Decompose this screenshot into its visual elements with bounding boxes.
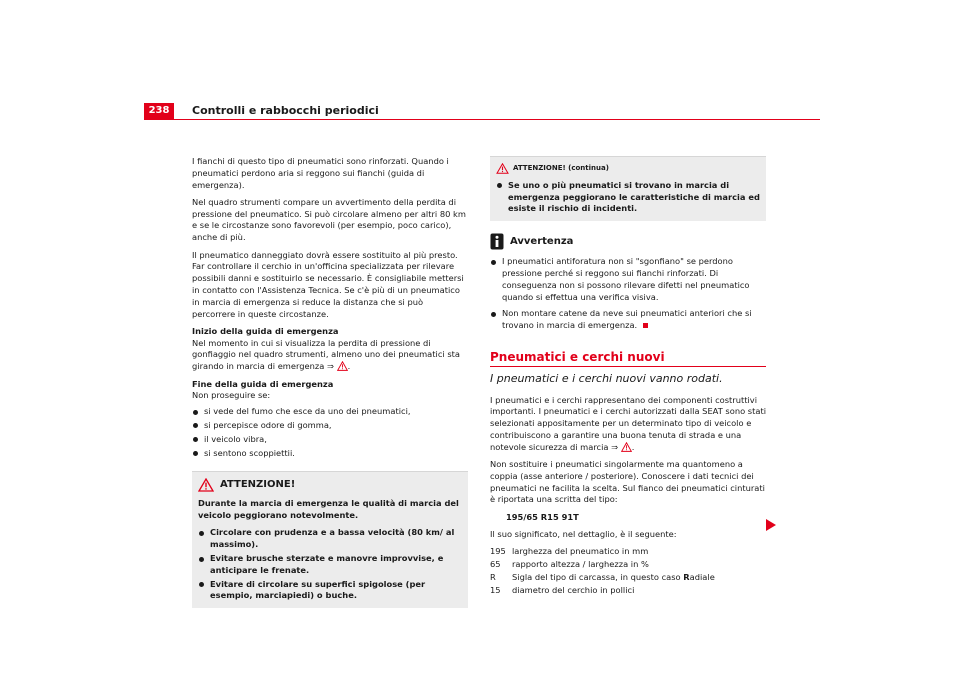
paragraph: I pneumatici e i cerchi rappresentano dei componenti costruttivi importanti. I pneumatici e i cerchi autorizzati dalla SEAT sono stati selezionati appositamente per un determinato tipo di veicolo e contribuiscono a garantire una buona tenuta di strada e una notevole sicurezza di marcia ⇒ . — [490, 394, 767, 452]
warning-triangle-icon — [198, 478, 214, 492]
tire-code: 195/65 R15 91T — [506, 511, 579, 522]
warning-item: Se uno o più pneumatici si trovano in marcia di emergenza peggiorano le caratteristiche di marcia ed esiste il rischio di incidenti. — [496, 180, 760, 215]
page-header-title: Controlli e rabbocchi periodici — [192, 104, 379, 117]
warning-text: Durante la marcia di emergenza le qualità di marcia del veicolo peggiorano notevolmente. — [198, 498, 459, 521]
list-item: si percepisce odore di gomma, — [192, 420, 468, 432]
list-item: si sentono scoppiettii. — [192, 448, 468, 460]
paragraph-text: I pneumatici e i cerchi rappresentano dei componenti costruttivi importanti. I pneumatici e i cerchi autorizzati dalla SEAT sono stati selezionati appositamente per un determinato tipo di veicolo e contribuiscono a garantire una buona tenuta di strada e una notevole sicurezza di marcia ⇒ — [490, 394, 767, 452]
paragraph: Non sostituire i pneumatici singolarmente ma quantomeno a coppia (asse anteriore / posteriore). Conoscere i dati tecnici dei pneumatici ne facilita la scelta. Sul fianco dei pneumatici cinturati è riportata una scritta del tipo: — [490, 459, 765, 505]
start-text: Nel momento in cui si visualizza la perdita di pressione di gonfiaggio nel quadro strumenti, almeno uno dei pneumatici sta girando in marcia di emergenza ⇒ — [192, 337, 460, 372]
end-heading: Fine della guida di emergenza — [192, 378, 334, 389]
section-title: Pneumatici e cerchi nuovi — [490, 349, 665, 364]
page-number: 238 — [144, 103, 174, 119]
end-marker — [643, 323, 648, 328]
warning-continued-header — [496, 163, 760, 175]
note-item — [490, 308, 766, 332]
paragraph: Nel momento in cui si visualizza la perdita di pressione di gonfiaggio nel quadro strumenti, almeno uno dei pneumatici sta girando in marcia di emergenza ⇒ . — [192, 337, 460, 372]
warning-item: Evitare brusche sterzate e manovre improvvise, e anticipare le frenate. — [198, 553, 462, 577]
meaning-row — [490, 546, 766, 558]
meaning-code: R — [490, 571, 496, 582]
header-divider — [144, 119, 820, 120]
paragraph: Nel quadro strumenti compare un avvertimento della perdita di pressione del pneumatico. Si può circolare almeno per altri 80 km e se le circostanze sono favorevoli (per esempio, poco carico), anche di più. — [192, 196, 466, 243]
note-title: Avvertenza — [510, 235, 574, 247]
info-note-icon — [490, 233, 504, 250]
right-column — [490, 156, 766, 598]
warning-triangle-icon — [496, 163, 509, 174]
paragraph: Il pneumatico danneggiato dovrà essere sostituito al più presto. Far controllare il cerchio in un'officina specializzata per rilevare possibili danni e sostituirlo se necessario. È consigliabile mettersi in contatto con l'Assistenza Tecnica. Se c'è più di un pneumatico in marcia di emergenza si reduce la distanza che si può percorrere in queste circostanze. — [192, 249, 464, 319]
list-item: il veicolo vibra, — [192, 434, 468, 446]
end-text: Non proseguire se: — [192, 390, 271, 401]
note-header — [490, 233, 766, 250]
meaning-text: diametro del cerchio in pollici — [512, 584, 635, 595]
warning-item: Circolare con prudenza e a bassa velocità (80 km/ al massimo). — [198, 527, 462, 551]
meaning-row — [490, 572, 766, 584]
meaning-text-before: Sigla del tipo di carcassa, in questo caso — [512, 571, 684, 582]
list-item: si vede del fumo che esce da uno dei pneumatici, — [192, 406, 468, 418]
left-column — [192, 156, 468, 608]
warning-triangle-icon — [337, 361, 348, 371]
warning-header — [198, 478, 462, 492]
warning-box — [192, 471, 468, 608]
meaning-highlight: R — [683, 571, 690, 582]
meaning-text: larghezza del pneumatico in mm — [512, 546, 649, 557]
meaning-row — [490, 559, 766, 571]
meaning-text: rapporto altezza / larghezza in % — [512, 559, 649, 570]
meaning-code: 15 — [490, 584, 501, 595]
warning-continued-title: ATTENZIONE! (continua) — [513, 164, 609, 172]
note-item-text: Non montare catene da neve sui pneumatici anteriori che si trovano in marcia di emergenza. — [502, 308, 752, 331]
warning-triangle-icon — [621, 442, 632, 452]
meaning-text-after: adiale — [689, 571, 715, 582]
section-subtitle: I pneumatici e i cerchi nuovi vanno rodati. — [490, 371, 723, 385]
note-item: I pneumatici antiforatura non si "sgonfiano" se perdono pressione perché si reggono sui fianchi rinforzati. Di conseguenza non si possono rilevare difetti nel pneumatico quando si effettua una verifica visiva. — [490, 256, 766, 303]
meaning-text — [512, 572, 715, 584]
meaning-row — [490, 585, 766, 597]
meaning-code: 195 — [490, 546, 506, 557]
next-page-arrow-icon[interactable] — [766, 519, 776, 531]
warning-item: Evitare di circolare su superfici spigolose (per esempio, marciapiedi) o buche. — [198, 579, 462, 603]
start-heading: Inizio della guida di emergenza — [192, 325, 339, 336]
meaning-intro: Il suo significato, nel dettaglio, è il seguente: — [490, 529, 677, 540]
section-divider — [490, 366, 766, 367]
meaning-code: 65 — [490, 559, 501, 570]
warning-continued-box — [490, 156, 766, 221]
warning-title: ATTENZIONE! — [220, 479, 296, 491]
paragraph: I fianchi di questo tipo di pneumatici sono rinforzati. Quando i pneumatici perdono aria si reggono sui fianchi (guida di emergenza). — [192, 156, 449, 190]
